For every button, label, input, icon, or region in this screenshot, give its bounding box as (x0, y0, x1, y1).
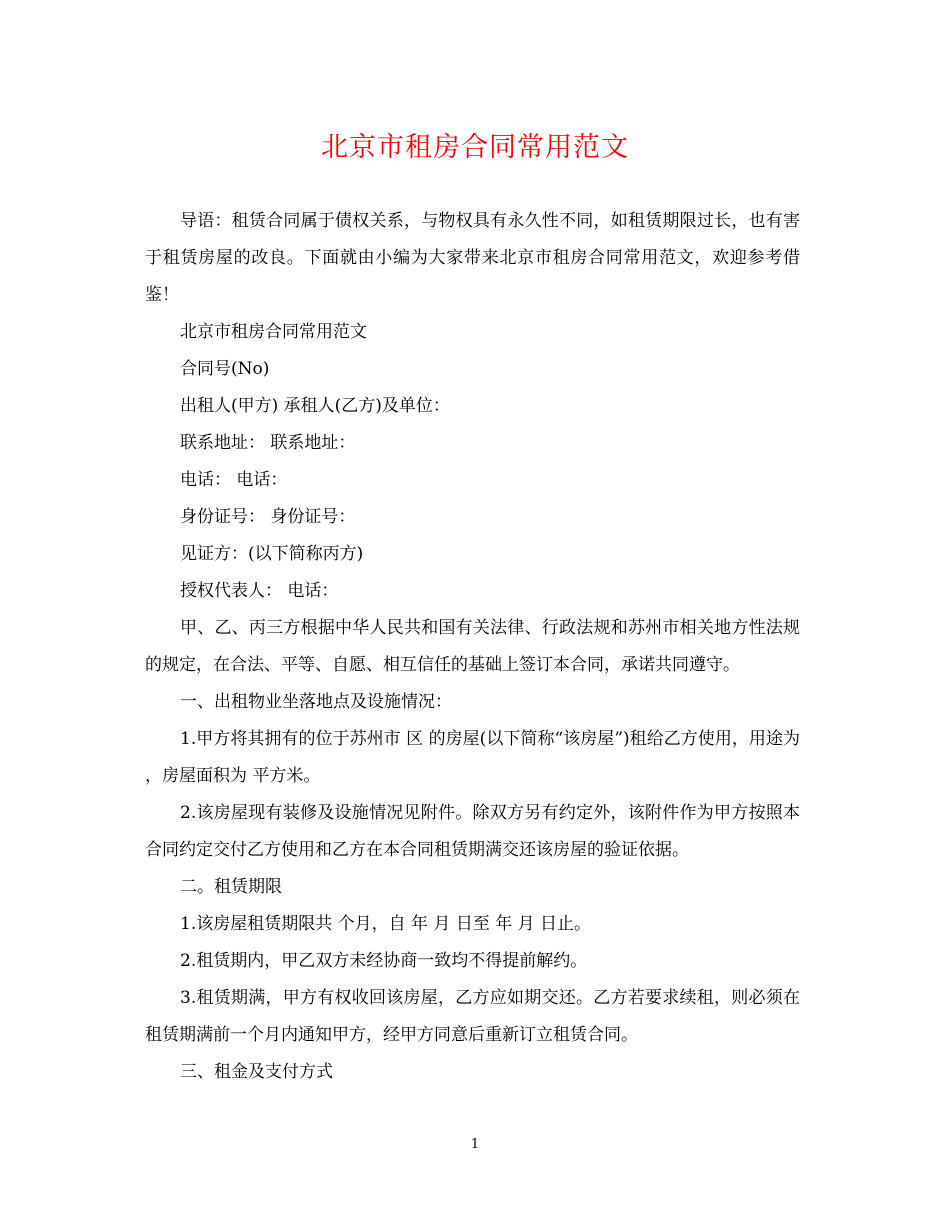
clause-1-1: 1.甲方将其拥有的位于苏州市 区 的房屋(以下简称“该房屋”)租给乙方使用，用途为 ，房屋面积为 平方米。 (145, 729, 800, 786)
representative-line: 授权代表人： 电话： (180, 581, 339, 601)
section-1-heading: 一、出租物业坐落地点及设施情况： (180, 692, 452, 712)
preamble-paragraph: 甲、乙、丙三方根据中华人民共和国有关法律、行政法规和苏州市相关地方性法规的规定，在合法、平等、自愿、相互信任的基础上签订本合同，承诺共同遵守。 (145, 618, 800, 675)
clause-2-2: 2.租赁期内，甲乙双方未经协商一致均不得提前解约。 (180, 951, 588, 971)
clause-1-2: 2.该房屋现有装修及设施情况见附件。除双方另有约定外，该附件作为甲方按照本合同约定交付乙方使用和乙方在本合同租赁期满交还该房屋的验证依据。 (145, 803, 800, 860)
page-number: 1 (470, 1137, 480, 1152)
intro-paragraph: 导语：租赁合同属于债权关系，与物权具有永久性不同，如租赁期限过长，也有害于租赁房屋的改良。下面就由小编为大家带来北京市租房合同常用范文，欢迎参考借鉴！ (145, 211, 800, 305)
contract-number-line: 合同号(No) (180, 359, 270, 379)
id-number-line: 身份证号： 身份证号： (180, 507, 356, 527)
document-body (145, 203, 800, 1091)
clause-2-3: 3.租赁期满，甲方有权收回该房屋，乙方应如期交还。乙方若要求续租，则必须在租赁期满前一个月内通知甲方，经甲方同意后重新订立租赁合同。 (145, 988, 800, 1045)
parties-line: 出租人(甲方) 承租人(乙方)及单位： (180, 396, 450, 416)
phone-line: 电话： 电话： (180, 470, 288, 490)
document-title: 北京市租房合同常用范文 (321, 132, 629, 163)
address-line: 联系地址： 联系地址： (180, 433, 356, 453)
section-2-heading: 二。租赁期限 (180, 877, 282, 897)
contract-heading: 北京市租房合同常用范文 (180, 322, 367, 342)
clause-2-1: 1.该房屋租赁期限共 个月，自 年 月 日至 年 月 日止。 (180, 914, 592, 934)
section-3-heading: 三、租金及支付方式 (180, 1062, 333, 1082)
witness-line: 见证方：(以下简称丙方) (180, 544, 364, 564)
